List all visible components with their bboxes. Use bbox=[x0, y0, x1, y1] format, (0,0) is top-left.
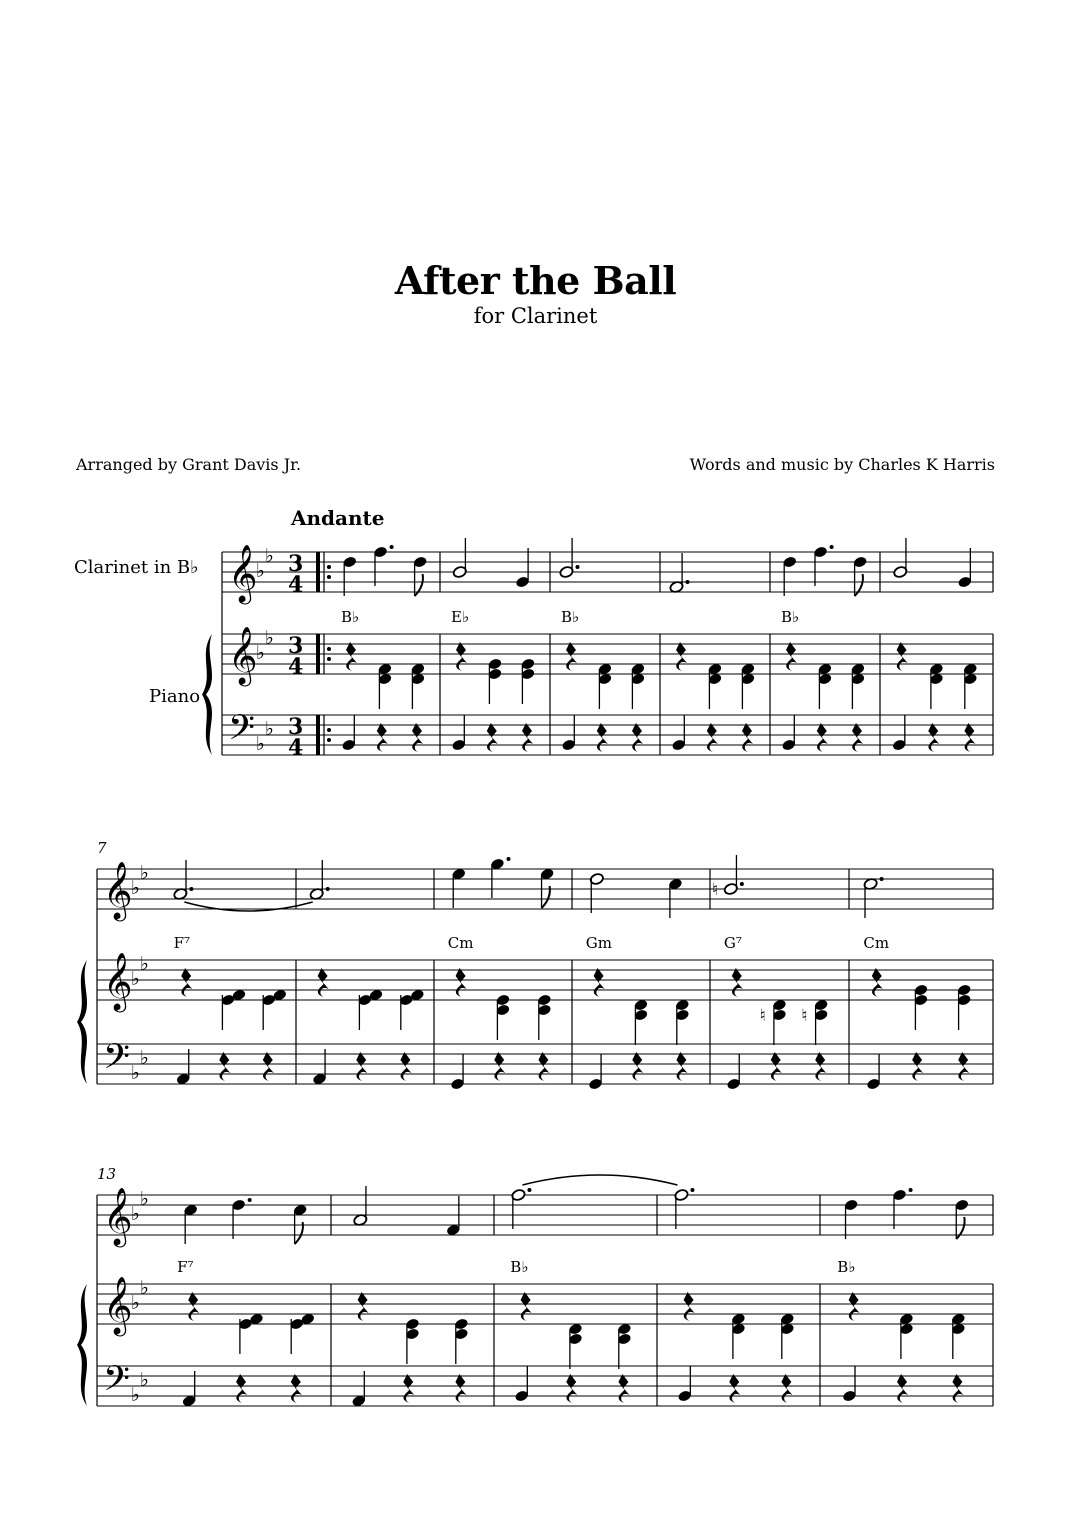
piano-label: Piano bbox=[149, 686, 201, 707]
quarter-rest bbox=[632, 1052, 643, 1081]
chord-symbol: E♭ bbox=[451, 608, 470, 626]
dot bbox=[880, 877, 884, 881]
treble-clef: 𝄞 bbox=[103, 861, 133, 919]
flat-sign: ♭ bbox=[131, 1062, 140, 1084]
flat-sign: ♭ bbox=[140, 1047, 149, 1069]
dot bbox=[740, 882, 744, 886]
quarter-rest bbox=[358, 1292, 369, 1321]
bass-clef: 𝄢 bbox=[228, 707, 256, 756]
dot bbox=[326, 887, 330, 891]
tie bbox=[522, 1175, 677, 1185]
chord-symbol: B♭ bbox=[561, 608, 580, 626]
quarter-rest bbox=[707, 723, 718, 752]
quarter-rest bbox=[521, 1292, 532, 1321]
time-signature-upper: 3 bbox=[288, 551, 304, 577]
flat-sign: ♭ bbox=[265, 718, 274, 740]
quarter-rest bbox=[742, 723, 753, 752]
time-signature-lower: 4 bbox=[288, 654, 304, 680]
time-signature-upper: 3 bbox=[288, 714, 304, 740]
bass-clef: 𝄢 bbox=[103, 1358, 131, 1407]
time-signature-lower: 4 bbox=[288, 572, 304, 598]
natural-sign: ♮ bbox=[711, 880, 718, 900]
repeat-dot bbox=[327, 565, 331, 569]
natural-sign: ♮ bbox=[801, 1006, 808, 1026]
chord-symbol: B♭ bbox=[781, 608, 800, 626]
chord-symbol: Cm bbox=[863, 934, 890, 952]
flat-sign: ♭ bbox=[140, 1277, 149, 1299]
quarter-rest bbox=[412, 723, 423, 752]
quarter-rest bbox=[456, 642, 467, 671]
quarter-rest bbox=[817, 723, 828, 752]
tempo-marking: Andante bbox=[291, 506, 385, 530]
dot bbox=[248, 1198, 252, 1202]
flat-sign: ♭ bbox=[265, 627, 274, 649]
flat-sign: ♭ bbox=[256, 642, 265, 664]
treble-clef: 𝄞 bbox=[228, 626, 258, 684]
chord-symbol: B♭ bbox=[341, 608, 360, 626]
quarter-rest bbox=[494, 1052, 505, 1081]
quarter-rest bbox=[291, 1374, 302, 1403]
quarter-rest bbox=[594, 968, 605, 997]
flat-sign: ♭ bbox=[140, 1188, 149, 1210]
flat-sign: ♭ bbox=[140, 1369, 149, 1391]
quarter-rest bbox=[732, 968, 743, 997]
natural-sign: ♮ bbox=[759, 1006, 766, 1026]
dot bbox=[506, 857, 510, 861]
quarter-rest bbox=[771, 1052, 782, 1081]
flat-sign: ♭ bbox=[131, 1292, 140, 1314]
time-signature-upper: 3 bbox=[288, 633, 304, 659]
flat-sign: ♭ bbox=[140, 953, 149, 975]
dot bbox=[690, 1188, 694, 1192]
flat-sign: ♭ bbox=[131, 968, 140, 990]
quarter-rest bbox=[676, 642, 687, 671]
chord-symbol: Cm bbox=[447, 934, 474, 952]
quarter-rest bbox=[952, 1374, 963, 1403]
quarter-rest bbox=[964, 723, 975, 752]
quarter-rest bbox=[958, 1052, 969, 1081]
quarter-rest bbox=[849, 1292, 860, 1321]
dot bbox=[527, 1188, 531, 1192]
chord-symbol: F⁷ bbox=[177, 1258, 194, 1276]
quarter-rest bbox=[538, 1052, 549, 1081]
clarinet-label: Clarinet in B♭ bbox=[74, 557, 199, 578]
note-flag bbox=[855, 574, 863, 596]
quarter-rest bbox=[872, 968, 883, 997]
tie bbox=[184, 902, 312, 911]
quarter-rest bbox=[912, 1052, 923, 1081]
dot bbox=[189, 887, 193, 891]
time-signature-lower: 4 bbox=[288, 735, 304, 761]
flat-sign: ♭ bbox=[265, 545, 274, 567]
repeat-dot bbox=[327, 575, 331, 579]
measure-number: 13 bbox=[97, 1165, 117, 1183]
quarter-rest bbox=[928, 723, 939, 752]
treble-clef: 𝄞 bbox=[103, 1276, 133, 1334]
measure-number: 7 bbox=[97, 839, 107, 857]
quarter-rest bbox=[181, 968, 192, 997]
quarter-rest bbox=[522, 723, 533, 752]
quarter-rest bbox=[597, 723, 608, 752]
quarter-rest bbox=[566, 1374, 577, 1403]
note-flag bbox=[956, 1217, 964, 1239]
piano-brace bbox=[77, 1284, 87, 1406]
quarter-rest bbox=[566, 642, 577, 671]
chord-symbol: G⁷ bbox=[723, 934, 742, 952]
dot bbox=[909, 1188, 913, 1192]
note-flag bbox=[415, 574, 423, 596]
chord-symbol: F⁷ bbox=[173, 934, 191, 952]
dot bbox=[576, 565, 580, 569]
quarter-rest bbox=[377, 723, 388, 752]
dot bbox=[830, 545, 834, 549]
chord-symbol: Gm bbox=[585, 934, 613, 952]
quarter-rest bbox=[456, 968, 467, 997]
quarter-rest bbox=[455, 1374, 466, 1403]
quarter-rest bbox=[403, 1374, 414, 1403]
quarter-rest bbox=[676, 1052, 687, 1081]
repeat-dot bbox=[327, 728, 331, 732]
treble-clef: 𝄞 bbox=[103, 1187, 133, 1245]
repeat-dot bbox=[327, 657, 331, 661]
treble-clef: 𝄞 bbox=[103, 952, 133, 1010]
chord-symbol: B♭ bbox=[837, 1258, 856, 1276]
piece-subtitle: for Clarinet bbox=[473, 304, 598, 328]
quarter-rest bbox=[236, 1374, 247, 1403]
flat-sign: ♭ bbox=[131, 1384, 140, 1406]
quarter-rest bbox=[400, 1052, 411, 1081]
repeat-dot bbox=[327, 647, 331, 651]
flat-sign: ♭ bbox=[256, 733, 265, 755]
flat-sign: ♭ bbox=[140, 862, 149, 884]
quarter-rest bbox=[897, 1374, 908, 1403]
quarter-rest bbox=[815, 1052, 826, 1081]
quarter-rest bbox=[318, 968, 329, 997]
quarter-rest bbox=[632, 723, 643, 752]
quarter-rest bbox=[786, 642, 797, 671]
quarter-rest bbox=[188, 1292, 199, 1321]
quarter-rest bbox=[897, 642, 908, 671]
dot bbox=[686, 580, 690, 584]
flat-sign: ♭ bbox=[256, 560, 265, 582]
chord-symbol: B♭ bbox=[510, 1258, 529, 1276]
quarter-rest bbox=[729, 1374, 740, 1403]
quarter-rest bbox=[263, 1052, 274, 1081]
treble-clef: 𝄞 bbox=[228, 544, 258, 602]
piece-title: After the Ball bbox=[394, 258, 677, 303]
piano-brace bbox=[202, 634, 212, 755]
composer-credit: Words and music by Charles K Harris bbox=[689, 455, 995, 474]
quarter-rest bbox=[219, 1052, 230, 1081]
quarter-rest bbox=[781, 1374, 792, 1403]
piano-brace bbox=[77, 960, 87, 1084]
repeat-dot bbox=[327, 738, 331, 742]
bass-clef: 𝄢 bbox=[103, 1036, 131, 1085]
quarter-rest bbox=[852, 723, 863, 752]
flat-sign: ♭ bbox=[131, 1203, 140, 1225]
quarter-rest bbox=[684, 1292, 695, 1321]
arranger-credit: Arranged by Grant Davis Jr. bbox=[76, 455, 302, 474]
flat-sign: ♭ bbox=[131, 877, 140, 899]
dot bbox=[390, 545, 394, 549]
quarter-rest bbox=[487, 723, 498, 752]
quarter-rest bbox=[346, 642, 357, 671]
quarter-rest bbox=[356, 1052, 367, 1081]
quarter-rest bbox=[618, 1374, 629, 1403]
